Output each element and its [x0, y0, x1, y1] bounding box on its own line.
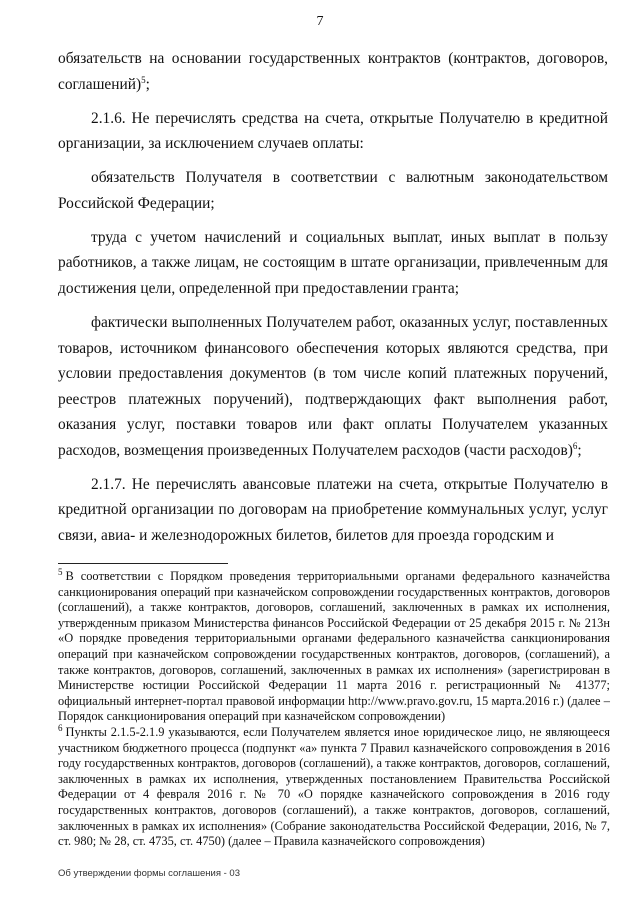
- paragraph-tail: ;: [145, 75, 150, 93]
- paragraph-performed-works: [58, 310, 608, 464]
- footnote-ref-6: 6: [572, 440, 578, 451]
- footnote-5: [58, 566, 610, 725]
- document-code-footer: Об утверждении формы соглашения - 03: [58, 868, 240, 879]
- main-text: [58, 46, 608, 557]
- footnote-mark-6: 6: [58, 722, 63, 733]
- page-number: 7: [316, 14, 324, 29]
- paragraph-currency-obligations: обязательств Получателя в соответствии с валютным законодательством Российской Федерации;: [58, 169, 608, 212]
- paragraph-text: обязательств на основании государственных контрактов (контрактов, договоров, соглашений): [58, 50, 608, 93]
- footnote-ref-5: 5: [141, 74, 146, 85]
- paragraph-2-1-6: 2.1.6. Не перечислять средства на счета, открытые Получателю в кредитной организации, за исключением случаев оплаты:: [58, 109, 608, 153]
- footnote-separator: [58, 563, 228, 564]
- footnote-6: [58, 722, 610, 850]
- footnote-mark-5: 5: [58, 566, 63, 577]
- paragraph-tail: ;: [577, 441, 582, 459]
- paragraph-continuation: [58, 46, 608, 97]
- paragraph-text: фактически выполненных Получателем работ, оказанных услуг, поставленных товаров, источником финансового обеспечения которых являются средства, при условии предоставления документов (в том числе копий платежных поручений, реестров платежных поручений), подтверждающих факт выполнения работ, оказания услуг, поставки товаров или факт оплаты Получателем указанных расходов, возмещения произведенных Получателем расходов (части расходов): [58, 313, 608, 459]
- footnote-6-text: Пункты 2.1.5-2.1.9 указываются, если Получателем является иное юридическое лицо, не являющееся участником бюджетного процесса (подпункт «а» пункта 7 Правил казначейского сопровождения в 2016 году государственных контрактов, договоров (соглашений), а также контрактов, договоров, соглашений, заключенных в рамках их исполнения, утвержденных постановлением Правительства Российской Федерации от 4 февраля 2016 г. № 70 «О порядке казначейского сопровождения в 2016 году государственных контрактов, договоров (соглашений), а также контрактов, договоров, соглашений, заключенных в рамках их исполнения» (Собрание законодательства Российской Федерации, 2016, № 7, ст. 980; № 28, ст. 4735, ст. 4750) (далее – Правила казначейского сопровождения): [58, 724, 610, 849]
- paragraph-2-1-7: 2.1.7. Не перечислять авансовые платежи на счета, открытые Получателю в кредитной организации по договорам на приобретение коммунальных услуг, услуг связи, авиа- и железнодорожных билетов, билетов для проезда городским и: [58, 475, 608, 545]
- paragraph-labor-payments: труда с учетом начислений и социальных выплат, иных выплат в пользу работников, а также лицам, не состоящим в штате организации, привлеченным для достижения цели, определенной при предоставлении гранта;: [58, 228, 608, 297]
- footnotes: [58, 566, 610, 850]
- footnote-5-text: В соответствии с Порядком проведения территориальными органами федерального казначейства санкционирования операций при казначейском сопровождении государственных контрактов, договоров (соглашений), а также контрактов, договоров, соглашений, заключенных в рамках их исполнения, утвержденным приказом Министерства финансов Российской Федерации от 25 декабря 2015 г. № 213н «О порядке проведения территориальными органами федерального казначейства санкционирования операций при казначейском сопровождении государственных контрактов, договоров, (соглашений), а также контрактов, договоров, соглашений, заключенных в рамках их исполнения» (зарегистрирован в Министерстве юстиции Российской Федерации 11 марта 2016 г. регистрационный № 41377; официальный интернет-портал правовой информации http://www.pravo.gov.ru, 15 марта.2016 г.) (далее – Порядок санкционирования операций при казначейском сопровождении): [58, 569, 610, 724]
